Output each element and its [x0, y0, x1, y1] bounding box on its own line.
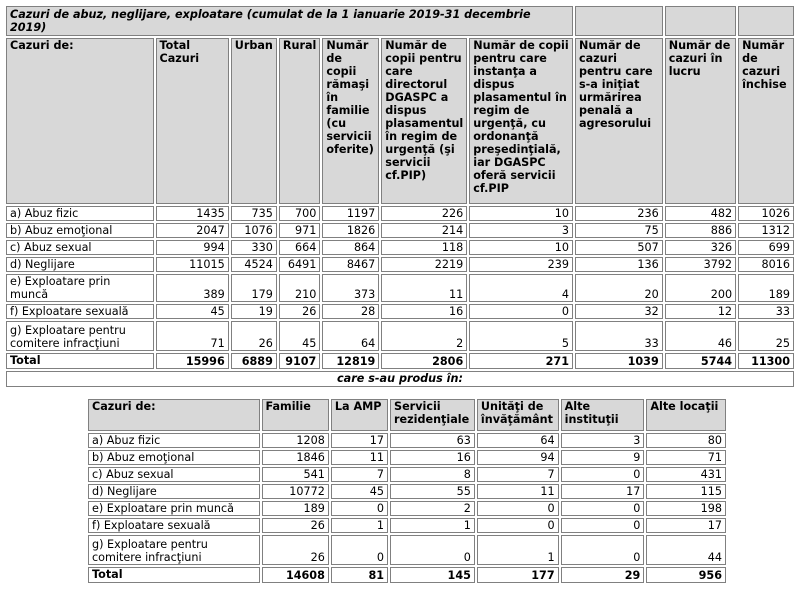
total-cell: 6889: [231, 353, 277, 369]
column-header: Cazuri de:: [6, 38, 154, 204]
table-cell: 1435: [156, 206, 229, 221]
table-cell: 6491: [279, 257, 320, 272]
table-cell: 9: [561, 450, 645, 465]
table-cell: 17: [561, 484, 645, 499]
table-cell: 7: [331, 467, 388, 482]
column-header: Număr de cazuri închise: [738, 38, 794, 204]
table-cell: 0: [561, 501, 645, 516]
table-cell: 0: [469, 304, 573, 319]
table-cell: 10: [469, 240, 573, 255]
table-cell: 80: [646, 433, 726, 448]
table-cell: 200: [665, 274, 736, 302]
column-header: La AMP: [331, 399, 388, 431]
table-cell: 11: [477, 484, 559, 499]
total-cell: 14608: [262, 567, 329, 583]
table-cell: 1197: [322, 206, 379, 221]
table-cell: 7: [477, 467, 559, 482]
row-label: g) Exploatare pentru comitere infracţiuni: [6, 321, 154, 351]
table-cell: 664: [279, 240, 320, 255]
table2-header-row: [88, 399, 726, 431]
table-cell: 44: [646, 535, 726, 565]
column-header: Număr de copii pentru care directorul DGASPC a dispus plasamentul în regim de urgenţă (şi servicii cf.PIP): [381, 38, 467, 204]
table-cell: 16: [390, 450, 475, 465]
total-cell: 9107: [279, 353, 320, 369]
table-cell: 1: [477, 535, 559, 565]
table-cell: 0: [561, 518, 645, 533]
total-cell: 81: [331, 567, 388, 583]
table-row: [88, 450, 726, 465]
table-cell: 26: [262, 518, 329, 533]
table-cell: 12: [665, 304, 736, 319]
table-cell: 45: [331, 484, 388, 499]
table-row: [88, 484, 726, 499]
total-cell: 5744: [665, 353, 736, 369]
row-label: d) Neglijare: [6, 257, 154, 272]
column-header: Alte locaţii: [646, 399, 726, 431]
table-cell: 1: [390, 518, 475, 533]
table-cell: 4: [469, 274, 573, 302]
total-cell: 177: [477, 567, 559, 583]
table-cell: 25: [738, 321, 794, 351]
table1-header-row: [6, 38, 794, 204]
table-cell: 1208: [262, 433, 329, 448]
table-cell: 10772: [262, 484, 329, 499]
total-cell: 12819: [322, 353, 379, 369]
column-header: Unităţi de învăţământ: [477, 399, 559, 431]
total-cell: 15996: [156, 353, 229, 369]
column-header: Familie: [262, 399, 329, 431]
column-header: Alte instituţii: [561, 399, 645, 431]
table-cell: 226: [381, 206, 467, 221]
table-cell: 1026: [738, 206, 794, 221]
table-cell: 699: [738, 240, 794, 255]
table-cell: 0: [331, 501, 388, 516]
table-cell: 8: [390, 467, 475, 482]
table-cell: 20: [575, 274, 663, 302]
abuse-cases-table: [4, 4, 796, 389]
table-cell: 700: [279, 206, 320, 221]
column-header: Număr de cazuri pentru care s-a iniţiat urmărirea penală a agresorului: [575, 38, 663, 204]
table-cell: 11: [331, 450, 388, 465]
table-cell: 994: [156, 240, 229, 255]
table-cell: 0: [561, 467, 645, 482]
table-cell: 210: [279, 274, 320, 302]
table-cell: 735: [231, 206, 277, 221]
table-cell: 330: [231, 240, 277, 255]
table-cell: 46: [665, 321, 736, 351]
table-cell: 8016: [738, 257, 794, 272]
table-cell: 19: [231, 304, 277, 319]
subtitle: care s-au produs în:: [6, 371, 794, 387]
table-row: [88, 535, 726, 565]
table-row: [6, 257, 794, 272]
table-cell: 1312: [738, 223, 794, 238]
table-cell: 326: [665, 240, 736, 255]
table-cell: 3: [469, 223, 573, 238]
table-cell: 864: [322, 240, 379, 255]
table-cell: 115: [646, 484, 726, 499]
table-cell: 94: [477, 450, 559, 465]
table-row: [6, 206, 794, 221]
row-label: c) Abuz sexual: [88, 467, 260, 482]
table-cell: 17: [646, 518, 726, 533]
row-label: c) Abuz sexual: [6, 240, 154, 255]
column-header: Total Cazuri: [156, 38, 229, 204]
table-row: [6, 223, 794, 238]
table-cell: 189: [262, 501, 329, 516]
table-row: [88, 467, 726, 482]
table-cell: 8467: [322, 257, 379, 272]
table-row: [88, 433, 726, 448]
table-cell: 1: [331, 518, 388, 533]
total-cell: 145: [390, 567, 475, 583]
row-label: b) Abuz emoţional: [88, 450, 260, 465]
table-cell: 75: [575, 223, 663, 238]
table-row: [88, 518, 726, 533]
table-cell: 0: [477, 501, 559, 516]
table-row: [88, 501, 726, 516]
table-cell: 373: [322, 274, 379, 302]
table-cell: 2: [390, 501, 475, 516]
row-label: g) Exploatare pentru comitere infracţiuni: [88, 535, 260, 565]
total-cell: 29: [561, 567, 645, 583]
table-cell: 26: [279, 304, 320, 319]
table-cell: 179: [231, 274, 277, 302]
table-cell: 3792: [665, 257, 736, 272]
table1-total-row: [6, 353, 794, 369]
table-cell: 32: [575, 304, 663, 319]
total-cell: 11300: [738, 353, 794, 369]
table-cell: 33: [575, 321, 663, 351]
table-cell: 64: [477, 433, 559, 448]
table-cell: 1826: [322, 223, 379, 238]
table-cell: 2219: [381, 257, 467, 272]
table-row: [6, 274, 794, 302]
table-cell: 28: [322, 304, 379, 319]
total-cell: 956: [646, 567, 726, 583]
row-label: f) Exploatare sexuală: [6, 304, 154, 319]
location-table: [86, 397, 728, 585]
table-cell: 0: [561, 535, 645, 565]
table-cell: 886: [665, 223, 736, 238]
table-cell: 5: [469, 321, 573, 351]
column-header: Număr de copii pentru care instanţa a dispus plasamentul în regim de urgenţă, cu ordonanţă preşedinţială, iar DGASPC oferă servicii cf.PIP: [469, 38, 573, 204]
table-cell: 214: [381, 223, 467, 238]
table-cell: 0: [477, 518, 559, 533]
table-cell: 189: [738, 274, 794, 302]
table-cell: 10: [469, 206, 573, 221]
table-cell: 389: [156, 274, 229, 302]
table-cell: 71: [156, 321, 229, 351]
table-cell: 45: [156, 304, 229, 319]
row-label: b) Abuz emoţional: [6, 223, 154, 238]
row-label: e) Exploatare prin muncă: [88, 501, 260, 516]
table-cell: 17: [331, 433, 388, 448]
table-title: Cazuri de abuz, neglijare, exploatare (cumulat de la 1 ianuarie 2019-31 decembrie 2019): [6, 6, 573, 36]
table-cell: 11015: [156, 257, 229, 272]
table-cell: 541: [262, 467, 329, 482]
table-cell: 1846: [262, 450, 329, 465]
table-cell: 64: [322, 321, 379, 351]
total-label: Total: [88, 567, 260, 583]
row-label: d) Neglijare: [88, 484, 260, 499]
row-label: e) Exploatare prin muncă: [6, 274, 154, 302]
table-cell: 4524: [231, 257, 277, 272]
table-cell: 0: [331, 535, 388, 565]
table-row: [6, 321, 794, 351]
table-cell: 2: [381, 321, 467, 351]
column-header: Servicii rezidenţiale: [390, 399, 475, 431]
table-cell: 26: [262, 535, 329, 565]
column-header: Număr de cazuri în lucru: [665, 38, 736, 204]
table-cell: 482: [665, 206, 736, 221]
total-label: Total: [6, 353, 154, 369]
table-cell: 3: [561, 433, 645, 448]
table-cell: 507: [575, 240, 663, 255]
table-cell: 55: [390, 484, 475, 499]
column-header: Cazuri de:: [88, 399, 260, 431]
total-cell: 1039: [575, 353, 663, 369]
table-cell: 11: [381, 274, 467, 302]
table-cell: 0: [390, 535, 475, 565]
table-cell: 971: [279, 223, 320, 238]
table-cell: 118: [381, 240, 467, 255]
table-cell: 26: [231, 321, 277, 351]
table-cell: 16: [381, 304, 467, 319]
table2-total-row: [88, 567, 726, 583]
table-cell: 136: [575, 257, 663, 272]
table-cell: 63: [390, 433, 475, 448]
row-label: a) Abuz fizic: [6, 206, 154, 221]
table-cell: 1076: [231, 223, 277, 238]
table-cell: 2047: [156, 223, 229, 238]
total-cell: 2806: [381, 353, 467, 369]
table-row: [6, 240, 794, 255]
column-header: Urban: [231, 38, 277, 204]
table-cell: 239: [469, 257, 573, 272]
table-cell: 45: [279, 321, 320, 351]
table-cell: 198: [646, 501, 726, 516]
table-row: [6, 304, 794, 319]
table-cell: 33: [738, 304, 794, 319]
total-cell: 271: [469, 353, 573, 369]
column-header: Număr de copii rămaşi în familie (cu servicii oferite): [322, 38, 379, 204]
row-label: f) Exploatare sexuală: [88, 518, 260, 533]
table-cell: 431: [646, 467, 726, 482]
table-cell: 236: [575, 206, 663, 221]
column-header: Rural: [279, 38, 320, 204]
table-cell: 71: [646, 450, 726, 465]
row-label: a) Abuz fizic: [88, 433, 260, 448]
